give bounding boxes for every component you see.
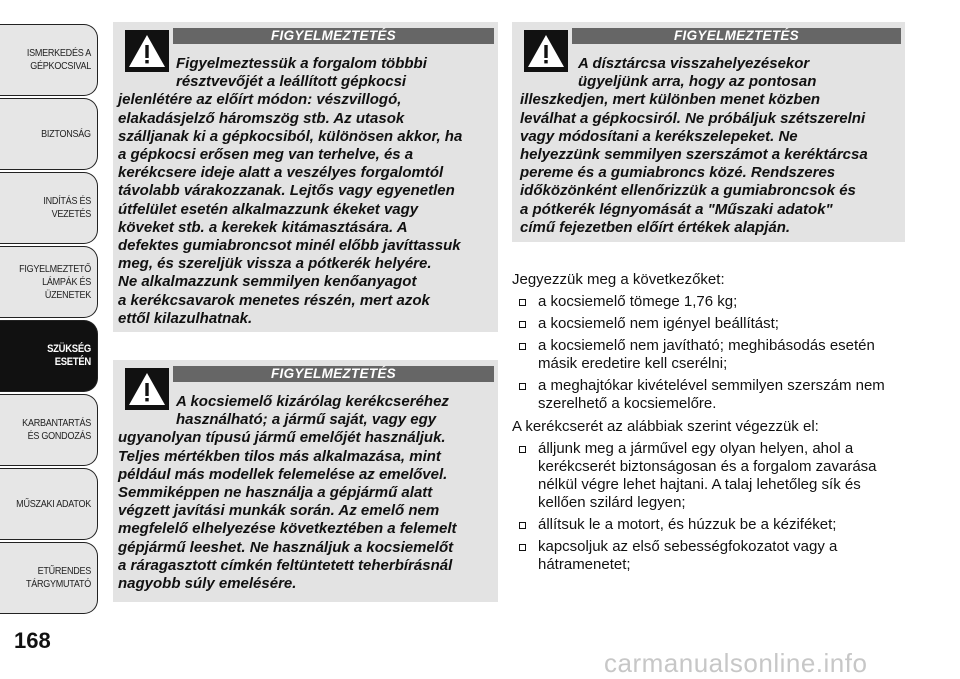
warning-line: illeszkedjen, mert különben menet közben bbox=[520, 91, 821, 109]
warning-line: gépjármű leeshet. Ne használjuk a kocsiemelőt bbox=[118, 538, 454, 556]
warning-line: jelenlétére az előírt módon: vészvillogó, bbox=[118, 91, 402, 109]
warning-line: köveket stb. a kerekek kitámasztására. A bbox=[118, 218, 408, 236]
body-text bbox=[512, 271, 912, 574]
warning-line: meg, és szereljük vissza a pótkerék helyére. bbox=[118, 255, 432, 273]
procedure-intro: A kerékcserét az alábbiak szerint végezzük el: bbox=[512, 418, 819, 435]
warning-line: vagy módosítani a kerékszelepeket. Ne bbox=[520, 127, 798, 145]
list-item-text: a kocsiemelő nem igényel beállítást; bbox=[538, 315, 779, 332]
tab-label: KARBANTARTÁS ÉS GONDOZÁS bbox=[22, 417, 91, 442]
list-item-text: a kocsiemelő nem javítható; meghibásodás esetén másik eredetire kell cserélni; bbox=[538, 337, 875, 372]
warning-title: FIGYELMEZTETÉS bbox=[173, 366, 494, 382]
list-item bbox=[512, 440, 912, 512]
warning-line: A kocsiemelő kizárólag kerékcseréhez bbox=[176, 393, 449, 410]
warning-line: kerékcsere ideje alatt a veszélyes forgalomtól bbox=[118, 164, 444, 182]
warning-line: Semmiképpen ne használja a gépjármű alatt bbox=[118, 484, 433, 502]
checkbox-bullet-icon bbox=[519, 522, 526, 529]
checkbox-bullet-icon bbox=[519, 544, 526, 551]
list-item-text: álljunk meg a járművel egy olyan helyen, ahol a kerékcserét biztonságosan és a forgalom zavarása nélkül végre lehet hajtani. A talaj lehetőleg sík és kellően szilárd legyen; bbox=[538, 440, 877, 511]
tab-label: ETŰRENDES TÁRGYMUTATÓ bbox=[25, 565, 92, 590]
tab-inditas[interactable] bbox=[0, 172, 98, 244]
warning-box-hubcap bbox=[512, 22, 905, 242]
warning-line: Teljes mértékben tilos más alkalmazása, mint bbox=[118, 447, 441, 465]
list-item-text: a kocsiemelő tömege 1,76 kg; bbox=[538, 293, 738, 310]
list-item bbox=[512, 293, 912, 311]
tab-karbantartas[interactable] bbox=[0, 394, 98, 466]
warning-line: leválhat a gépkocsiról. Ne próbáljuk szétszerelni bbox=[520, 109, 866, 127]
notes-intro: Jegyezzük meg a következőket: bbox=[512, 271, 725, 288]
tab-biztonsag[interactable] bbox=[0, 98, 98, 170]
tab-label: MŰSZAKI ADATOK bbox=[16, 497, 91, 510]
warning-line: A dísztárcsa visszahelyezésekor bbox=[578, 55, 810, 72]
notes-list bbox=[512, 293, 912, 413]
warning-box-traffic bbox=[113, 22, 498, 332]
list-item-text: állítsuk le a motort, és húzzuk be a kéziféket; bbox=[538, 516, 837, 533]
warning-line: a ráragasztott címkén feltüntetett teherbírásnál bbox=[118, 556, 453, 574]
warning-line: nagyobb súly emelésére. bbox=[118, 575, 297, 593]
warning-line: ügyeljünk arra, hogy az pontosan bbox=[578, 73, 817, 91]
checkbox-bullet-icon bbox=[519, 343, 526, 350]
warning-text bbox=[118, 55, 496, 328]
warning-line: defektes gumiabroncsot minél előbb javíttassuk bbox=[118, 237, 461, 255]
tab-label: ISMERKEDÉS A GÉPKOCSIVAL bbox=[26, 47, 92, 72]
warning-line: például más modellek felemelése az emelővel. bbox=[118, 465, 448, 483]
warning-line: című fejezetben előírt értékek alapján. bbox=[520, 218, 791, 236]
warning-line: a pótkerék légnyomását a "Műszaki adatok" bbox=[520, 200, 833, 218]
warning-line: végzett javítási munkák során. Az emelő nem bbox=[118, 502, 440, 520]
checkbox-bullet-icon bbox=[519, 446, 526, 453]
tab-szukseg-eseten[interactable] bbox=[0, 320, 98, 392]
checkbox-bullet-icon bbox=[519, 383, 526, 390]
warning-line: helyezzünk semmilyen szerszámot a keréktárcsa bbox=[520, 146, 868, 164]
tab-label: SZÜKSÉG ESETÉN bbox=[47, 343, 91, 368]
warning-line: útfelület esetén alkalmazzunk ékeket vagy bbox=[118, 200, 419, 218]
checkbox-bullet-icon bbox=[519, 321, 526, 328]
tab-targymutato[interactable] bbox=[0, 542, 98, 614]
list-item-text: a meghajtókar kivételével semmilyen szerszám nem szerelhető a kocsiemelőre. bbox=[538, 377, 885, 412]
warning-line: Figyelmeztessük a forgalom többbi bbox=[176, 55, 427, 72]
tab-muszaki-adatok[interactable] bbox=[0, 468, 98, 540]
steps-list bbox=[512, 440, 912, 574]
warning-line: elakadásjelző háromszög stb. Az utasok bbox=[118, 109, 405, 127]
warning-line: a kerékcsavarok menetes részén, mert azok bbox=[118, 291, 430, 309]
list-item bbox=[512, 516, 912, 534]
tab-label: BIZTONSÁG bbox=[41, 127, 91, 140]
warning-line: ugyanolyan típusú jármű emelőjét használjuk. bbox=[118, 429, 446, 447]
list-item bbox=[512, 315, 912, 333]
tab-ismerkedes[interactable] bbox=[0, 24, 98, 96]
warning-title: FIGYELMEZTETÉS bbox=[173, 28, 494, 44]
tab-figyelmezteto[interactable] bbox=[0, 246, 98, 318]
checkbox-bullet-icon bbox=[519, 299, 526, 306]
warning-title: FIGYELMEZTETÉS bbox=[572, 28, 901, 44]
warning-line: résztvevőjét a leállított gépkocsi bbox=[176, 73, 407, 91]
warning-line: időközönként ellenőrizzük a gumiabroncsok és bbox=[520, 182, 856, 200]
warning-line: távolabb várakozzanak. Lejtős vagy egyenetlen bbox=[118, 182, 455, 200]
warning-line: pereme és a gumiabroncs közé. Rendszeres bbox=[520, 164, 836, 182]
tab-label: FIGYELMEZTETŐ LÁMPÁK ÉS ÜZENETEK bbox=[19, 262, 92, 301]
list-item bbox=[512, 538, 912, 574]
list-item-text: kapcsoljuk az első sebességfokozatot vagy a hátramenetet; bbox=[538, 538, 838, 573]
warning-line: használható; a jármű saját, vagy egy bbox=[176, 411, 437, 429]
list-item bbox=[512, 377, 912, 413]
page-number: 168 bbox=[14, 628, 51, 653]
warning-line: ettől kilazulhatnak. bbox=[118, 309, 253, 327]
warning-text bbox=[520, 55, 904, 237]
warning-text bbox=[118, 393, 496, 593]
warning-box-jack bbox=[113, 360, 498, 602]
warning-line: a gépkocsi erősen meg van terhelve, és a bbox=[118, 146, 414, 164]
warning-line: megfelelő elhelyezése következtében a felemelt bbox=[118, 520, 457, 538]
list-item bbox=[512, 337, 912, 373]
warning-line: Ne alkalmazzunk semmilyen kenőanyagot bbox=[118, 273, 417, 291]
warning-line: szálljanak ki a gépkocsiból, különösen akkor, ha bbox=[118, 127, 463, 145]
tab-label: INDÍTÁS ÉS VEZETÉS bbox=[43, 195, 91, 220]
watermark: carmanualsonline.info bbox=[604, 648, 868, 678]
